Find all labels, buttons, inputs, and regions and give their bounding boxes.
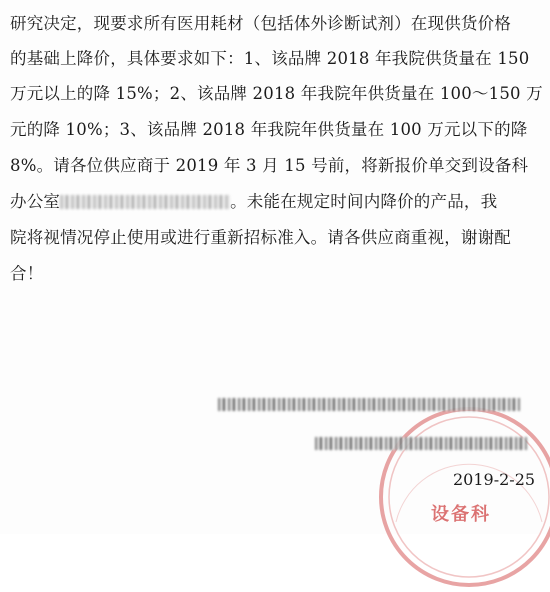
- paragraph-line-6: [10, 192, 497, 212]
- redacted-organization-line: [315, 437, 527, 450]
- stamp-department-text: 设备科: [431, 504, 491, 525]
- paragraph-line-3: 万元以上的降 15%；2、该品牌 2018 年我院年供货量在 100～150 万: [10, 84, 543, 103]
- paragraph-line-5: 8%。请各位供应商于 2019 年 3 月 15 号前，将新报价单交到设备科: [10, 156, 529, 175]
- official-stamp: [374, 402, 550, 592]
- office-label: 办公室: [10, 192, 61, 211]
- paragraph-line-4: 元的降 10%；3、该品牌 2018 年我院年供货量在 100 万元以下的降: [10, 120, 528, 139]
- paragraph-line-2: 的基础上降价，具体要求如下：1、该品牌 2018 年我院供货量在 150: [10, 49, 530, 68]
- redacted-address-line: [218, 398, 520, 411]
- paragraph-line-8: 合！: [10, 264, 44, 283]
- signature-date: 2019-2-25: [453, 470, 536, 489]
- deadline-clause: 。未能在规定时间内降价的产品，我: [230, 192, 498, 211]
- paragraph-line-1: 研究决定，现要求所有医用耗材（包括体外诊断试剂）在现供货价格: [10, 14, 511, 33]
- redacted-contact: [60, 195, 230, 209]
- paragraph-line-7: 院将视情况停止使用或进行重新招标准入。请各供应商重视，谢谢配: [10, 228, 511, 247]
